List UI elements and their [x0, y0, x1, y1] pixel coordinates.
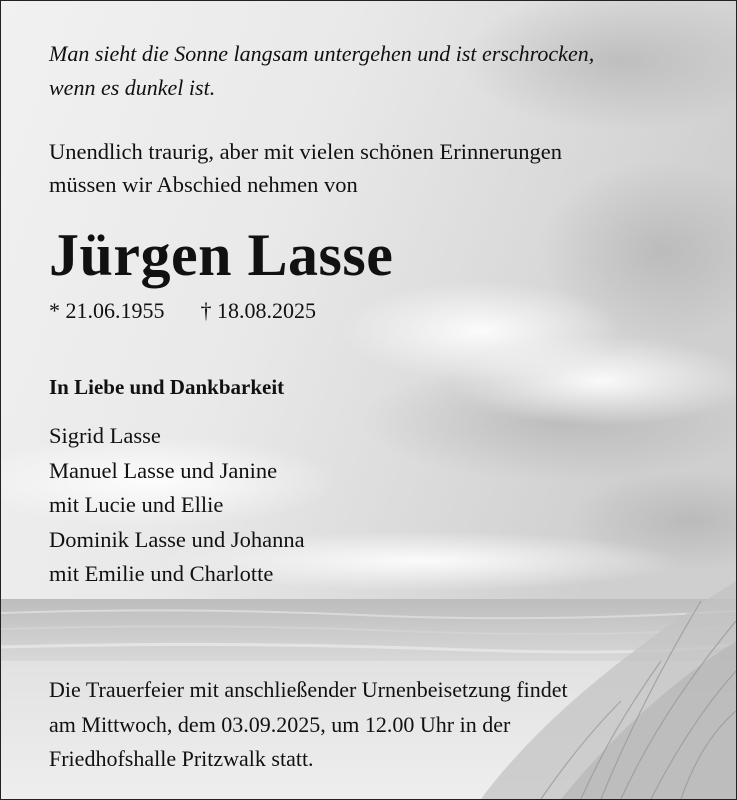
birth-date: * 21.06.1955 — [49, 298, 165, 323]
list-item: Dominik Lasse und Johanna — [49, 526, 305, 552]
quote-line: wenn es dunkel ist. — [49, 75, 216, 100]
opening-quote — [49, 37, 594, 105]
life-dates — [49, 295, 316, 327]
list-item: mit Lucie und Ellie — [49, 492, 224, 517]
intro-text — [49, 135, 562, 201]
service-line: Die Trauerfeier mit anschließender Urnenbeisetzung findet — [49, 677, 568, 702]
death-date: † 18.08.2025 — [200, 298, 316, 323]
list-item: Sigrid Lasse — [49, 423, 161, 448]
dedication-heading: In Liebe und Dankbarkeit — [49, 375, 285, 399]
quote-line: Man sieht die Sonne langsam untergehen und ist erschrocken, — [49, 41, 595, 66]
list-item: Manuel Lasse und Janine — [49, 457, 278, 483]
intro-line: müssen wir Abschied nehmen von — [49, 172, 358, 197]
service-line: am Mittwoch, dem 03.09.2025, um 12.00 Uhr in der — [49, 711, 511, 737]
service-line: Friedhofshalle Pritzwalk statt. — [49, 746, 314, 771]
mourners-list — [49, 419, 305, 592]
deceased-name: Jürgen Lasse — [49, 222, 394, 288]
list-item: mit Emilie und Charlotte — [49, 561, 274, 586]
intro-line: Unendlich traurig, aber mit vielen schönen Erinnerungen — [49, 139, 562, 164]
funeral-service-info — [49, 673, 568, 777]
